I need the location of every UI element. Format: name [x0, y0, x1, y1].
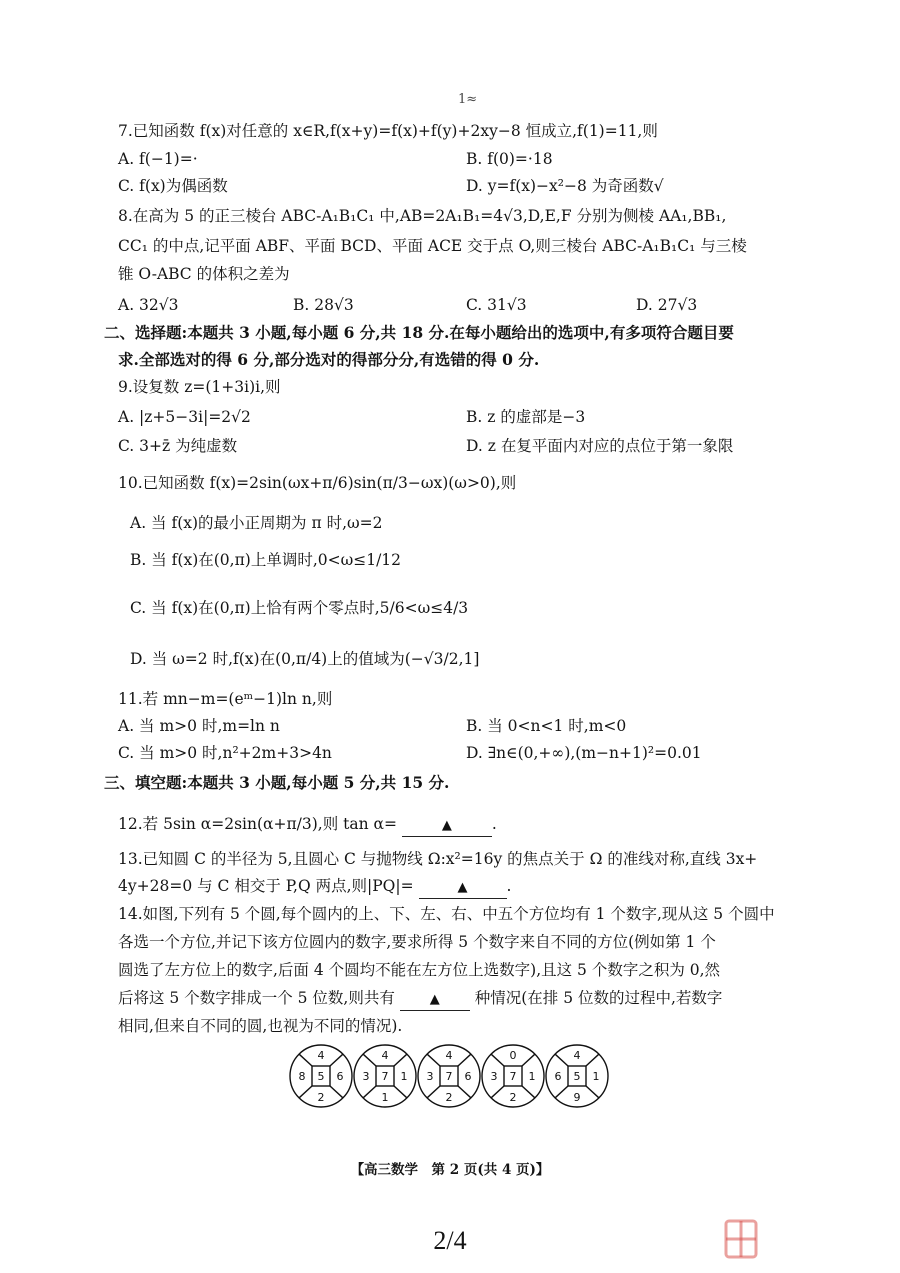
divider-line [491, 1054, 504, 1066]
digit-bottom: 9 [573, 1091, 581, 1104]
q12-line [118, 814, 497, 837]
q11-option-a: A. 当 m>0 时,m=ln n [118, 717, 280, 735]
q14-text-b: 种情况(在排 5 位数的过程中,若数字 [474, 989, 723, 1007]
digit-bottom: 2 [445, 1091, 453, 1104]
digit-left: 3 [426, 1070, 434, 1083]
q8-line3: 锥 O-ABC 的体积之差为 [118, 265, 290, 283]
digit-circle-2 [354, 1045, 416, 1107]
q10-option-d: D. 当 ω=2 时,f(x)在(0,π/4)上的值域为(−√3/2,1] [130, 650, 480, 668]
q8-option-b: B. 28√3 [293, 296, 354, 314]
q7-option-a: A. f(−1)=· [118, 150, 198, 168]
q10-option-c: C. 当 f(x)在(0,π)上恰有两个零点时,5/6<ω≤4/3 [130, 599, 469, 617]
divider-line [394, 1054, 407, 1066]
q14-blank-marker: ▲ [429, 992, 440, 1007]
q13-answer-blank [419, 876, 507, 899]
five-circles-figure [288, 1040, 610, 1112]
q8-line2: CC₁ 的中点,记平面 ABF、平面 BCD、平面 ACE 交于点 O,则三棱台 ABC-A₁B₁C₁ 与三棱 [118, 237, 747, 255]
q12-blank-marker: ▲ [441, 818, 452, 833]
divider-line [555, 1054, 568, 1066]
q11-option-d: D. ∃n∈(0,+∞),(m−n+1)²=0.01 [466, 744, 702, 762]
divider-line [491, 1086, 504, 1098]
top-mark: 1≈ [458, 92, 478, 107]
digit-center: 5 [317, 1070, 325, 1083]
divider-line [363, 1054, 376, 1066]
section2-heading-line2: 求.全部选对的得 6 分,部分选对的得部分分,有选错的得 0 分. [118, 350, 540, 369]
q14-line4 [118, 988, 722, 1011]
q9-option-a: A. |z+5−3i|=2√2 [118, 408, 251, 426]
digit-center: 5 [573, 1070, 581, 1083]
q8-option-d: D. 27√3 [636, 296, 698, 314]
q10-option-a: A. 当 f(x)的最小正周期为 π 时,ω=2 [130, 514, 383, 532]
q11-stem: 11.若 mn−m=(eᵐ−1)ln n,则 [118, 690, 333, 708]
q9-option-b: B. z 的虚部是−3 [466, 408, 586, 426]
q12-end: . [491, 815, 497, 833]
q11-option-b: B. 当 0<n<1 时,m<0 [466, 717, 627, 735]
q12-text: 12.若 5sin α=2sin(α+π/3),则 tan α= [118, 815, 397, 833]
divider-line [427, 1054, 440, 1066]
divider-line [427, 1086, 440, 1098]
divider-line [555, 1086, 568, 1098]
divider-line [586, 1086, 599, 1098]
q14-line2: 各选一个方位,并记下该方位圆内的数字,要求所得 5 个数字来自不同的方位(例如第 1 个 [118, 933, 716, 951]
q13-line2 [118, 876, 511, 899]
q12-answer-blank [402, 814, 492, 837]
page-number: 2/4 [433, 1226, 467, 1255]
digit-right: 1 [592, 1070, 600, 1083]
digit-left: 3 [490, 1070, 498, 1083]
digit-top: 4 [573, 1049, 581, 1062]
divider-line [522, 1054, 535, 1066]
q13-blank-marker: ▲ [457, 880, 468, 895]
digit-circle-3 [418, 1045, 480, 1107]
digit-right: 1 [528, 1070, 536, 1083]
q14-line1: 14.如图,下列有 5 个圆,每个圆内的上、下、左、右、中五个方位均有 1 个数字,现从这 5 个圆中 [118, 905, 775, 923]
digit-center: 7 [381, 1070, 389, 1083]
digit-bottom: 1 [381, 1091, 389, 1104]
digit-center: 7 [445, 1070, 453, 1083]
q9-option-c: C. 3+z̄ 为纯虚数 [118, 437, 238, 455]
digit-left: 8 [298, 1070, 306, 1083]
divider-line [586, 1054, 599, 1066]
divider-line [394, 1086, 407, 1098]
digit-top: 4 [445, 1049, 453, 1062]
q7-stem: 7.已知函数 f(x)对任意的 x∈R,f(x+y)=f(x)+f(y)+2xy−8 恒成立,f(1)=11,则 [118, 122, 658, 140]
q14-line3: 圆选了左方位上的数字,后面 4 个圆均不能在左方位上选数字),且这 5 个数字之积为 0,然 [118, 961, 721, 979]
q9-option-d: D. z 在复平面内对应的点位于第一象限 [466, 437, 734, 455]
q7-option-d: D. y=f(x)−x²−8 为奇函数√ [466, 177, 664, 195]
digit-top: 4 [381, 1049, 389, 1062]
q13-line1: 13.已知圆 C 的半径为 5,且圆心 C 与抛物线 Ω:x²=16y 的焦点关于 Ω 的准线对称,直线 3x+ [118, 850, 758, 868]
digit-circle-5 [546, 1045, 608, 1107]
divider-line [299, 1054, 312, 1066]
divider-line [299, 1086, 312, 1098]
kaosheng-logo-icon [722, 1215, 882, 1265]
q9-stem: 9.设复数 z=(1+3i)i,则 [118, 378, 281, 396]
divider-line [363, 1086, 376, 1098]
digit-right: 6 [336, 1070, 344, 1083]
digit-bottom: 2 [317, 1091, 325, 1104]
digit-left: 3 [362, 1070, 370, 1083]
q8-option-a: A. 32√3 [118, 296, 179, 314]
digit-left: 6 [554, 1070, 562, 1083]
kaosheng-watermark-logo [722, 1215, 882, 1265]
digit-top: 0 [509, 1049, 517, 1062]
digit-circle-4 [482, 1045, 544, 1107]
q7-option-b: B. f(0)=·18 [466, 150, 553, 168]
divider-line [330, 1086, 343, 1098]
section3-heading: 三、填空题:本题共 3 小题,每小题 5 分,共 15 分. [104, 773, 450, 792]
digit-right: 6 [464, 1070, 472, 1083]
digit-center: 7 [509, 1070, 517, 1083]
q11-option-c: C. 当 m>0 时,n²+2m+3>4n [118, 744, 332, 762]
digit-right: 1 [400, 1070, 408, 1083]
q13-end: . [506, 877, 512, 895]
q8-line1: 8.在高为 5 的正三棱台 ABC-A₁B₁C₁ 中,AB=2A₁B₁=4√3,D,E,F 分别为侧棱 AA₁,BB₁, [118, 207, 727, 225]
q10-option-b: B. 当 f(x)在(0,π)上单调时,0<ω≤1/12 [130, 551, 402, 569]
q14-line5: 相同,但来自不同的圆,也视为不同的情况). [118, 1017, 403, 1035]
q13-text: 4y+28=0 与 C 相交于 P,Q 两点,则|PQ|= [118, 877, 414, 895]
q7-option-c: C. f(x)为偶函数 [118, 177, 228, 195]
q14-answer-blank [400, 988, 470, 1011]
page-footer: 【高三数学 第 2 页(共 4 页)】 [350, 1162, 550, 1178]
section2-heading-line1: 二、选择题:本题共 3 小题,每小题 6 分,共 18 分.在每小题给出的选项中,有多项符合题目要 [104, 323, 734, 342]
divider-line [458, 1086, 471, 1098]
digit-top: 4 [317, 1049, 325, 1062]
q10-stem: 10.已知函数 f(x)=2sin(ωx+π/6)sin(π/3−ωx)(ω>0),则 [118, 474, 517, 492]
divider-line [458, 1054, 471, 1066]
q8-option-c: C. 31√3 [466, 296, 527, 314]
divider-line [522, 1086, 535, 1098]
q14-text-a: 后将这 5 个数字排成一个 5 位数,则共有 [118, 989, 395, 1007]
digit-bottom: 2 [509, 1091, 517, 1104]
digit-circle-1 [290, 1045, 352, 1107]
divider-line [330, 1054, 343, 1066]
